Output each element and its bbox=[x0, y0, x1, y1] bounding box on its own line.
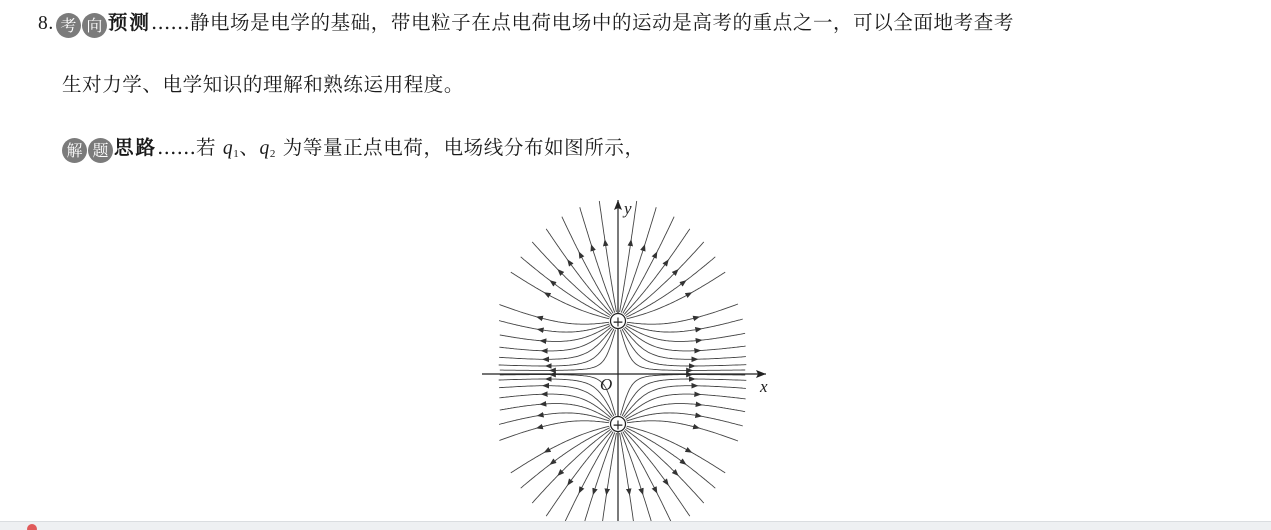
field-line bbox=[624, 229, 690, 315]
field-line bbox=[511, 426, 610, 473]
solution-text-prefix: 若 bbox=[196, 136, 223, 159]
field-line-arrow-icon bbox=[580, 489, 581, 490]
field-line bbox=[499, 413, 609, 425]
question-line-1 bbox=[38, 10, 1014, 38]
charge-q1: $q_1$ bbox=[222, 138, 240, 160]
field-line bbox=[499, 329, 614, 366]
field-line-arrow-icon bbox=[569, 482, 570, 483]
field-line bbox=[625, 429, 704, 503]
field-line bbox=[582, 432, 615, 529]
field-line-diagram bbox=[470, 190, 780, 530]
field-line bbox=[626, 326, 745, 342]
field-line bbox=[621, 330, 746, 371]
field-line bbox=[599, 201, 616, 312]
field-line-arrow-icon bbox=[552, 462, 553, 463]
field-line bbox=[627, 319, 743, 332]
field-line bbox=[580, 207, 615, 312]
field-line-arrow-icon bbox=[552, 282, 553, 283]
badge-xiang: 向 bbox=[82, 13, 107, 38]
solution-heading: 思路 bbox=[114, 136, 158, 159]
charge-q2-circle bbox=[611, 417, 626, 434]
field-line-arrow-icon bbox=[683, 462, 684, 463]
field-line-arrow-icon bbox=[569, 262, 570, 263]
intro-text-line-2: 生对力学、电学知识的理解和熟练运用程度。 bbox=[62, 73, 465, 96]
svg-text:+: + bbox=[612, 314, 624, 331]
badge-kao: 考 bbox=[56, 13, 81, 38]
field-line bbox=[625, 394, 746, 418]
field-line-arrow-icon bbox=[560, 472, 561, 473]
field-line bbox=[499, 321, 609, 333]
field-line bbox=[626, 404, 745, 420]
field-line bbox=[500, 404, 610, 420]
field-line-arrow-icon bbox=[675, 472, 676, 473]
field-line bbox=[621, 432, 654, 529]
field-line bbox=[625, 327, 746, 351]
field-line bbox=[499, 379, 614, 416]
field-line bbox=[627, 272, 726, 319]
field-line-arrow-icon bbox=[547, 294, 548, 295]
field-line bbox=[623, 432, 674, 529]
field-line-arrow-icon bbox=[655, 254, 656, 255]
field-line bbox=[625, 242, 704, 316]
solution-text-suffix: 为等量正点电荷，电场线分布如图所示， bbox=[275, 136, 645, 159]
bottom-toolbar bbox=[0, 521, 1271, 530]
field-line-arrow-icon bbox=[683, 282, 684, 283]
charge-q1-circle bbox=[611, 314, 626, 331]
field-lines bbox=[499, 201, 747, 529]
field-line-figure bbox=[470, 190, 780, 530]
field-line bbox=[621, 207, 656, 312]
field-line bbox=[500, 326, 610, 342]
field-line-arrow-icon bbox=[666, 482, 667, 483]
field-line-arrow-icon bbox=[688, 450, 689, 451]
field-line-arrow-icon bbox=[688, 294, 689, 295]
field-line bbox=[532, 429, 611, 503]
heading-dots: …… bbox=[150, 11, 190, 34]
field-line bbox=[511, 272, 610, 319]
separator: 、 bbox=[239, 136, 260, 159]
field-line-arrow-icon bbox=[666, 262, 667, 263]
field-line bbox=[546, 431, 612, 517]
field-line bbox=[624, 386, 746, 417]
field-line bbox=[624, 431, 690, 517]
y-axis-label: y bbox=[624, 199, 632, 218]
field-line-arrow-icon bbox=[655, 489, 656, 490]
field-line bbox=[532, 242, 611, 316]
field-line-arrow-icon bbox=[560, 271, 561, 272]
field-line bbox=[621, 375, 746, 416]
badge-jie: 解 bbox=[62, 138, 87, 163]
question-line-2 bbox=[62, 72, 464, 98]
field-line bbox=[500, 375, 616, 416]
charge-q2: $q_2$ bbox=[259, 138, 276, 160]
field-line bbox=[623, 217, 674, 314]
field-line-arrow-icon bbox=[675, 271, 676, 272]
solution-line bbox=[62, 135, 645, 167]
field-line bbox=[562, 432, 613, 529]
svg-text:+: + bbox=[612, 417, 624, 434]
field-line-arrow-icon bbox=[547, 450, 548, 451]
field-line bbox=[562, 217, 613, 314]
question-heading: 预测 bbox=[107, 11, 151, 34]
badge-ti: 题 bbox=[88, 138, 113, 163]
field-line bbox=[546, 229, 612, 315]
x-axis-label: x bbox=[760, 377, 768, 396]
field-line-arrow-icon bbox=[580, 254, 581, 255]
origin-label: O bbox=[600, 375, 613, 394]
intro-text-line-1: 静电场是电学的基础，带电粒子在点电荷电场中的运动是高考的重点之一，可以全面地考查考 bbox=[189, 11, 1014, 34]
field-line bbox=[627, 413, 743, 426]
solution-dots: …… bbox=[157, 136, 197, 159]
field-line bbox=[500, 330, 616, 371]
status-dot-icon bbox=[27, 524, 37, 530]
field-line bbox=[624, 328, 746, 359]
field-line bbox=[627, 426, 726, 473]
question-number: 8. bbox=[38, 13, 54, 34]
